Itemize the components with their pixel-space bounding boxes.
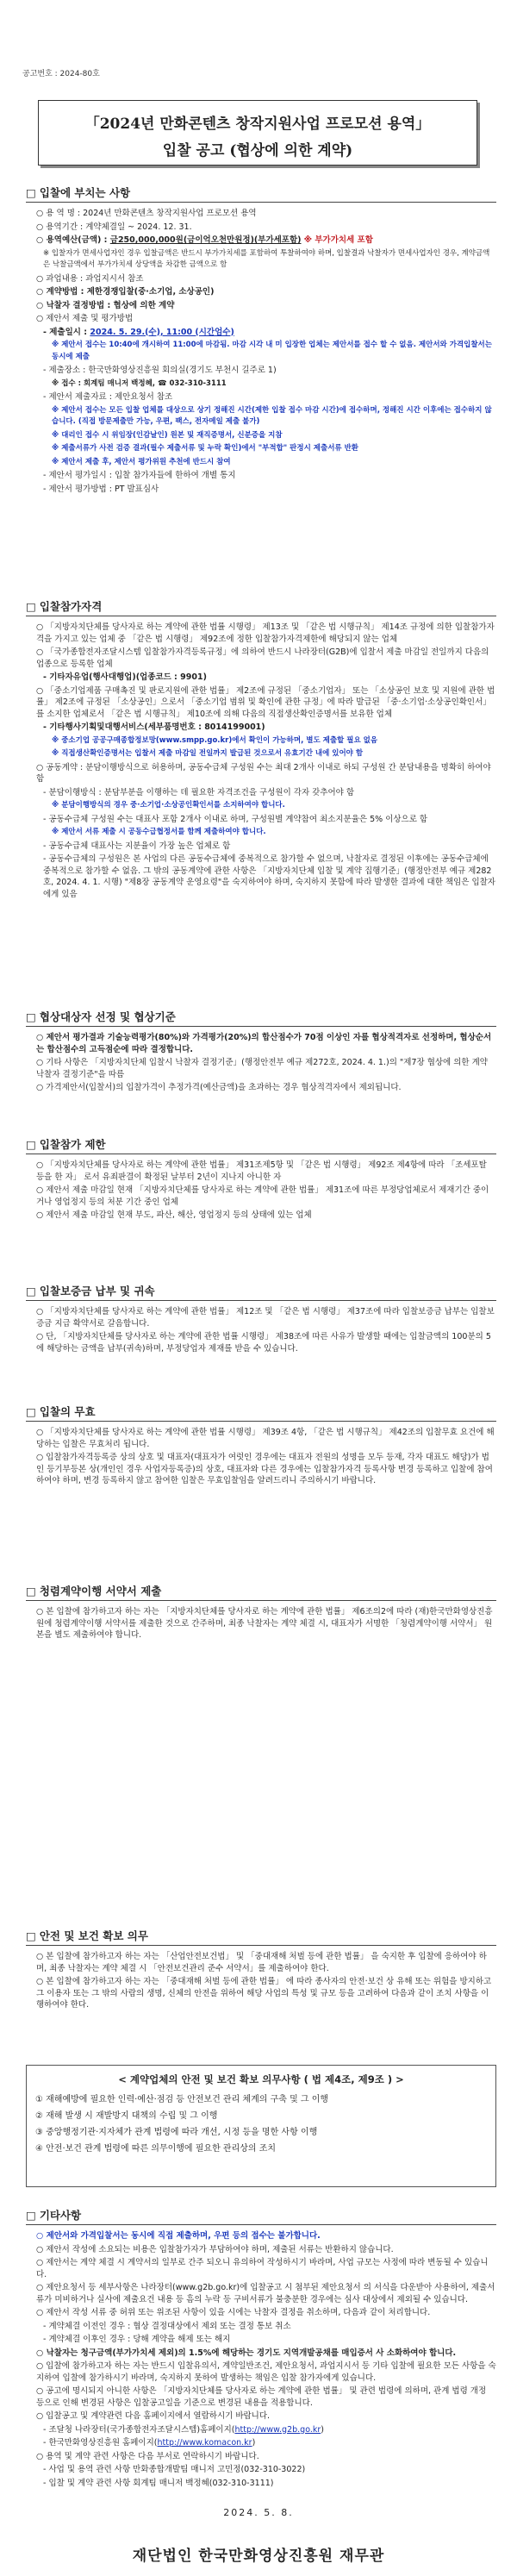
section-deposit — [26, 1283, 496, 1356]
list-item: - 기타자유업(행사대행업)(업종코드 : 9901) — [43, 672, 207, 682]
list-item: ○ 단, 「지방자치단체를 당사자로 하는 계약에 관한 법률 시행령」 제38조에 따른 사유가 발생할 때에는 입찰금액의 100분의 5에 해당하는 금액을 납부(귀속)하며, 부정당업자 제재를 받을 수 있습니다. — [36, 1332, 491, 1354]
list-item: - 계약체결 이전인 경우 : 협상 결정대상에서 제외 또는 결정 통보 취소 — [43, 2321, 291, 2331]
section-integrity — [26, 1583, 496, 1643]
list-item: ○ 입찰에 참가하고자 하는 자는 반드시 입찰유의서, 계약일반조건, 제안요청서, 과업지시서 등 기타 입찰에 필요한 모든 사항을 숙지하여 입찰에 참가하시기 바라며, 숙지하지 못하여 발생하는 책임은 입찰 참가자에게 있습니다. — [36, 2361, 496, 2383]
list-item: ※ 제안서 서류 제출 시 공동수급협정서를 함께 제출하여야 합니다. — [52, 828, 266, 836]
list-item — [26, 234, 496, 247]
section-misc — [26, 2207, 496, 2491]
list-item: - 제안서 제출자료 : 제안요청서 참조 — [43, 392, 173, 402]
list-item: - 제안서 평가일시 : 입찰 참가자들에 한하여 개별 통지 — [43, 471, 236, 480]
link-label: - 조달청 나라장터(국가종합전자조달시스템)홈페이지( — [43, 2424, 235, 2435]
komacon-link[interactable]: http://www.komacon.kr — [157, 2438, 252, 2448]
obligation-item: ③ 중앙행정기관·지자체가 관계 법령에 따라 개선, 시정 등을 명한 사항 이행 — [35, 2128, 318, 2137]
vat-note: ※ 부가가치세 포함 — [301, 235, 373, 245]
list-item: ○ 입찰공고 및 계약관련 다음 홈페이지에서 열람하시기 바랍니다. — [36, 2411, 271, 2421]
list-item: - 제안서 평가방법 : PT 발표심사 — [43, 484, 159, 494]
list-item: ○ 용역기간 : 계약체결일 ~ 2024. 12. 31. — [36, 222, 192, 232]
list-item: ○ 계약방법 : 제한경쟁입찰(중·소기업, 소상공인) — [36, 287, 215, 297]
section-heading: □ 청렴계약이행 서약서 제출 — [26, 1583, 496, 1601]
list-item: ○ 「지방자치단체를 당사자로 하는 계약에 관한 법률 시행령」 제39조 4항, 「같은 법 시행규칙」 제42조의 입찰무효 요건에 해당하는 입찰은 무효처리 됩니다. — [36, 1428, 495, 1449]
section-heading: □ 기타사항 — [26, 2207, 496, 2225]
list-item: ※ 제안서 접수는 10:40에 개시하여 11:00에 마감됨. 마감 시각 내 미 입장한 업체는 제안서를 접수 할 수 없음. 제안서와 가격입찰서는 동시에 제출 — [52, 341, 492, 361]
list-item: ※ 대리인 접수 시 위임장(인감날인) 원본 및 재직증명서, 신분증을 지참 — [52, 430, 283, 440]
list-item: ○ 제안서는 계약 체결 시 계약서의 일부로 간주 되오니 유의하여 작성하시기 바라며, 사업 규모는 사정에 따라 변동될 수 있습니다. — [36, 2258, 489, 2279]
list-item: - 공동수급체 구성원 수는 대표사 포함 2개사 이내로 하며, 구성원별 계약참여 최소지분율은 5% 이상으로 함 — [43, 814, 428, 824]
list-item: ○ 용역 및 계약 관련 사항은 다음 부서로 연락하시기 바랍니다. — [36, 2451, 259, 2461]
obligation-heading: < 계약업체의 안전 및 보건 확보 의무사항 ( 법 제4조, 제9조 ) > — [118, 2073, 404, 2085]
list-item: - 사업 및 용역 관련 사항 만화종합개발팀 매니저 고민정(032-310-3022) — [43, 2465, 306, 2474]
section-heading: □ 입찰참가 제한 — [26, 1136, 496, 1154]
section-heading: □ 입찰에 부치는 사항 — [26, 184, 496, 203]
list-item: ○ 본 입찰에 참가하고자 하는 자는 「산업안전보건법」 및 「중대재해 처벌 등에 관한 법률」 을 숙지한 후 입찰에 응하여야 하며, 최종 낙찰자는 계약 체결 시 「안전보건관리 준수 서약서」를 제출하여야 한다. — [36, 1952, 487, 1973]
budget-label: ○ 용역예산(금액) : — [36, 235, 110, 245]
list-item: ※ 접수 : 회계팀 매니저 백정혜, ☎ 032-310-3111 — [52, 378, 227, 388]
list-item: - 제출장소 : 한국만화영상진흥원 회의실(경기도 부천시 길주로 1) — [43, 366, 277, 375]
list-item: ○ 본 입찰에 참가하고자 하는 자는 「지방자치단체를 당사자로 하는 계약에 관한 법률」 제6조의2에 따라 (재)한국만화영상진흥원에 청렴계약이행 서약서를 제출한 것으로 간주하며, 최종 낙찰자는 계약 체결 시, 대표자가 서명한 「청렴계약이행 서약서」 원본을 별도 제출하여야 합니다. — [36, 1607, 493, 1640]
section-heading: □ 안전 및 보건 확보 의무 — [26, 1928, 496, 1946]
list-item: ○ 입찰참가자격등록증 상의 상호 및 대표자(대표자가 여럿인 경우에는 대표자 전원의 성명을 모두 등재, 각자 대표도 해당)가 법인 등기부등본 상(개인인 경우 사업자등록증)의 상호, 대표자와 다른 경우에는 입찰참가자격 등록사항 변경 등록하고 입찰에 참여하여야 하며, 변경 등록하지 않고 참여한 입찰은 무효입찰임을 알려드리니 주의하시기 바랍니다. — [36, 1453, 493, 1485]
list-item: ○ 본 입찰에 참가하고자 하는 자는 「중대재해 처벌 등에 관한 법률」 에 따라 종사자의 안전·보건 상 유해 또는 위험을 방지하고 그 이용자 또는 그 밖의 사람의 생명, 신체의 안전을 위하여 해당 사업의 특성 및 규모 등을 고려하여 다음과 같이 조치 사항을 이행하여야 한다. — [36, 1977, 492, 2010]
list-item: ○ 제안서 평가결과 기술능력평가(80%)와 가격평가(20%)의 합산점수가 70점 이상인 자를 협상적격자로 선정하며, 협상순서는 합산점수의 고득점순에 따라 결정합니다. — [36, 1033, 492, 1054]
list-item: ○ 낙찰자는 청구금액(부가가치세 제외)의 1.5%에 해당하는 경기도 지역개발공채를 매입증서 사 소화하여야 합니다. — [36, 2348, 457, 2358]
list-item: ※ 제안서 제출 후, 제안서 평가위원 추천에 반드시 참여 — [52, 457, 231, 466]
link-close: ) — [321, 2424, 324, 2435]
g2b-link[interactable]: http://www.g2b.go.kr — [234, 2424, 321, 2435]
doc-number: 공고번호 : 2024-80호 — [22, 70, 100, 78]
list-item: - 계약체결 이후인 경우 : 당해 계약을 해제 또는 해지 — [43, 2335, 231, 2344]
title-line1: 「2024년 만화콘텐츠 창작지원사업 프로모션 용역」 — [84, 116, 431, 133]
list-item: ○ 가격제안서(입찰서)의 입찰가격이 추정가격(예산금액)을 초과하는 경우 협상적격자에서 제외됩니다. — [36, 1083, 402, 1092]
list-item — [26, 327, 496, 339]
list-item: ○ 낙찰자 결정방법 : 협상에 의한 계약 — [36, 300, 175, 310]
section-heading: □ 입찰보증금 납부 및 귀속 — [26, 1283, 496, 1301]
list-item: ○ 공동계약 : 분담이행방식으로 허용하며, 공동수급체 구성원 수는 최대 2개사 이내로 하되 구성원 간 분담내용을 명확히 하여야 함 — [36, 762, 491, 784]
list-item: ○ 제안서 제출 마감일 현재 「지방자치단체를 당사자로 하는 계약에 관한 법률」 제31조에 따른 부정당업체로서 제재기간 중이거나 영업정지 등의 처분 기간 중인 업체 — [36, 1185, 489, 1207]
list-item: - 공동수급체 대표사는 지분율이 가장 높은 업체로 함 — [43, 841, 231, 851]
list-item: ○ 제안서 제출 마감일 현재 부도, 파산, 해산, 영업정지 등의 상태에 있는 업체 — [36, 1210, 312, 1220]
issuing-organization: 재단법인 한국만화영상진흥원 재무관 — [132, 2548, 385, 2565]
section-restriction — [26, 1136, 496, 1223]
list-item: ※ 입찰자가 면세사업자인 경우 입찰금액은 반드시 부가가치세를 포함하여 투찰하여야 하며, 입찰결과 낙찰자가 면세사업자인 경우, 계약금액은 낙찰금액에서 부가가치세 상당액을 차감한 금액으로 함 — [43, 248, 490, 269]
budget-amount: 금250,000,000원(금이억오천만원정)(부가세포함) — [109, 235, 302, 245]
obligation-box — [26, 2065, 496, 2187]
section-bid-info — [26, 184, 496, 497]
section-invalid — [26, 1404, 496, 1489]
section-heading: □ 입찰참가자격 — [26, 598, 496, 616]
list-item: ※ 제안서 접수는 모든 입찰 업체를 대상으로 상기 정해진 시간(제한 입찰 접수 마감 시간)에 접수하며, 정해진 시간 이후에는 접수하지 않습니다. (직접 방문제출만 가능, 우편, 팩스, 전자메일 제출 불가) — [52, 405, 492, 426]
list-item: ○ 과업내용 : 과업지시서 참조 — [36, 273, 144, 284]
list-item — [26, 2437, 496, 2449]
list-item: ○ 용 역 명 : 2024년 만화콘텐츠 창작지원사업 프로모션 용역 — [36, 209, 257, 218]
section-eligibility — [26, 598, 496, 902]
list-item: ○ 「지방자치단체를 당사자로 하는 계약에 관한 법률 시행령」 제13조 및 「같은 법 시행규칙」 제14조 규정에 의한 입찰참가자격을 가지고 있는 업체 중 「같은 법 시행령」 제92조에 정한 입찰참가자격제한에 해당되지 않는 업체 — [36, 622, 495, 644]
list-item: - 입찰 및 계약 관련 사항 회계팀 매니저 백정혜(032-310-3111) — [43, 2478, 274, 2488]
list-item: ○ 제안요청서 등 세부사항은 나라장터(www.g2b.go.kr)에 입찰공고 시 첨부된 제안요청서 의 서식을 다운받아 사용하여, 제출서류가 미비하거나 실사에 제출요건 내용 등 흠의 누락 등 구비서류가 불충분한 경우에는 심사 대상에서 제외될 수 있습니다. — [36, 2283, 495, 2304]
list-item: ○ 「국가종합전자조달시스템 입찰참가자격등록규정」에 의하여 반드시 나라장터(G2B)에 입찰서 제출 마감일 전일까지 다음의 업종으로 등록한 업체 — [36, 647, 489, 669]
list-item: ○ 「중소기업제품 구매촉진 및 판로지원에 관한 법률」 제2조에 규정된 「중소기업자」 또는 「소상공인 보호 및 지원에 관한 법률」 제2조에 규정된 「소상공인」으로서 「중소기업 범위 및 확인에 관한 규정」에 따라 발급된 「중·소기업·소상공인확인서」를 소지한 업체로서 「같은 법 시행규칙」 제10조에 의해 다음의 직접생산확인증명서를 보유한 업체 — [36, 685, 495, 719]
obligation-item: ② 재해 발생 시 재발방지 대책의 수립 및 그 이행 — [35, 2111, 218, 2121]
section-safety — [26, 1928, 496, 2013]
obligation-item: ④ 안전·보건 관계 법령에 따른 의무이행에 필요한 관리상의 조치 — [35, 2144, 277, 2154]
deadline-label: - 제출일시 : — [43, 327, 90, 337]
section-negotiation — [26, 1009, 496, 1096]
list-item: ○ 제안서 제출 및 평가방법 — [36, 314, 134, 323]
section-heading: □ 협상대상자 선정 및 협상기준 — [26, 1009, 496, 1027]
list-item: ○ 제안서와 가격입찰서는 동시에 직접 제출하며, 우편 등의 접수는 불가합니다. — [36, 2231, 321, 2241]
deadline-value: 2024. 5. 29.(수), 11:00 (시간엄수) — [90, 327, 234, 337]
list-item: ※ 분담이행방식의 경우 중·소기업·소상공인확인서를 소지하여야 합니다. — [52, 801, 285, 810]
title-line2: 입찰 공고 (협상에 의한 계약) — [162, 142, 353, 159]
link-close: ) — [252, 2438, 256, 2448]
obligation-item: ① 재해예방에 필요한 인력·예산·점검 등 안전보건 관리 체계의 구축 및 그 이행 — [35, 2095, 329, 2104]
list-item: ※ 제출서류가 사전 검증 결과(필수 제출서류 및 누락 확인)에서 "부적합" 판정시 제출서류 반환 — [52, 444, 358, 453]
section-heading: □ 입찰의 무효 — [26, 1404, 496, 1422]
list-item: ○ 기타 사항은 「지방자치단체 입찰시 낙찰자 결정기준」(행정안전부 예규 제272호, 2024. 4. 1.)의 "제7장 협상에 의한 계약 낙찰자 결정기준"을 따름 — [36, 1058, 488, 1079]
list-item: - 공동수급체의 구성원은 본 사업의 다른 공동수급체에 중복적으로 참가할 수 없으며, 낙찰자로 결정된 이후에는 공동수급체에 중복적으로 참가할 수 없음. 그 밖의 공동계약에 관한 사항은 「지방자치단체 입찰 및 계약 집행기준」(행정안전부 예규 제282호, 2024. 4. 1. 시행) "제8장 공동계약 운영요령"을 숙지하여야 하며, 숙지하지 못함에 따라 발생한 결과에 대한 책임은 입찰자에게 있음 — [43, 854, 495, 899]
list-item: - 기타행사기획및대행서비스(세부품명번호 : 8014199001) — [43, 722, 265, 732]
list-item: ○ 「지방자치단체를 당사자로 하는 계약에 관한 법률」 제31조제5항 및 「같은 법 시행령」 제92조 제4항에 따라 「조세포탈 등을 한 자」 로서 유죄판결이 확정된 날부터 2년이 지나지 아니한 자 — [36, 1160, 487, 1182]
list-item: - 분담이행방식 : 분담부분을 이행하는 데 필요한 자격조건을 구성원이 각자 갖추어야 함 — [43, 787, 355, 797]
list-item: ※ 중소기업 공공구매종합정보망(www.smpp.go.kr)에서 확인이 가능하며, 별도 제출할 필요 없음 — [52, 735, 378, 745]
list-item: ○ 제안서 작성에 소요되는 비용은 입찰참가자가 부담하여야 하며, 제출된 서류는 반환하지 않습니다. — [36, 2244, 394, 2254]
list-item: ○ 제안서 작성 서류 중 허위 또는 위조된 사항이 있을 시에는 낙찰자 결정을 취소하며, 다음과 같이 처리합니다. — [36, 2308, 431, 2317]
announcement-date: 2024. 5. 8. — [223, 2507, 294, 2518]
list-item: ○ 공고에 명시되지 아니한 사항은 「지방자치단체를 당사자로 하는 계약에 관한 법률」 및 관련 법령에 의하며, 관계 법령 개정 등으로 인해 변경된 사항은 입찰공고일을 기준으로 변경된 내용을 적용합니다. — [36, 2386, 487, 2408]
list-item — [26, 2424, 496, 2436]
link-label: - 한국만화영상진흥원 홈페이지( — [43, 2438, 158, 2448]
title-box — [38, 100, 477, 166]
list-item: ※ 직접생산확인증명서는 입찰서 제출 마감일 전일까지 발급된 것으로서 유효기간 내에 있어야 함 — [52, 749, 364, 758]
list-item: ○ 「지방자치단체를 당사자로 하는 계약에 관한 법률」 제12조 및 「같은 법 시행령」 제37조에 따라 입찰보증금 납부는 입찰보증금 지급 확약서로 갈음합니다. — [36, 1307, 495, 1329]
